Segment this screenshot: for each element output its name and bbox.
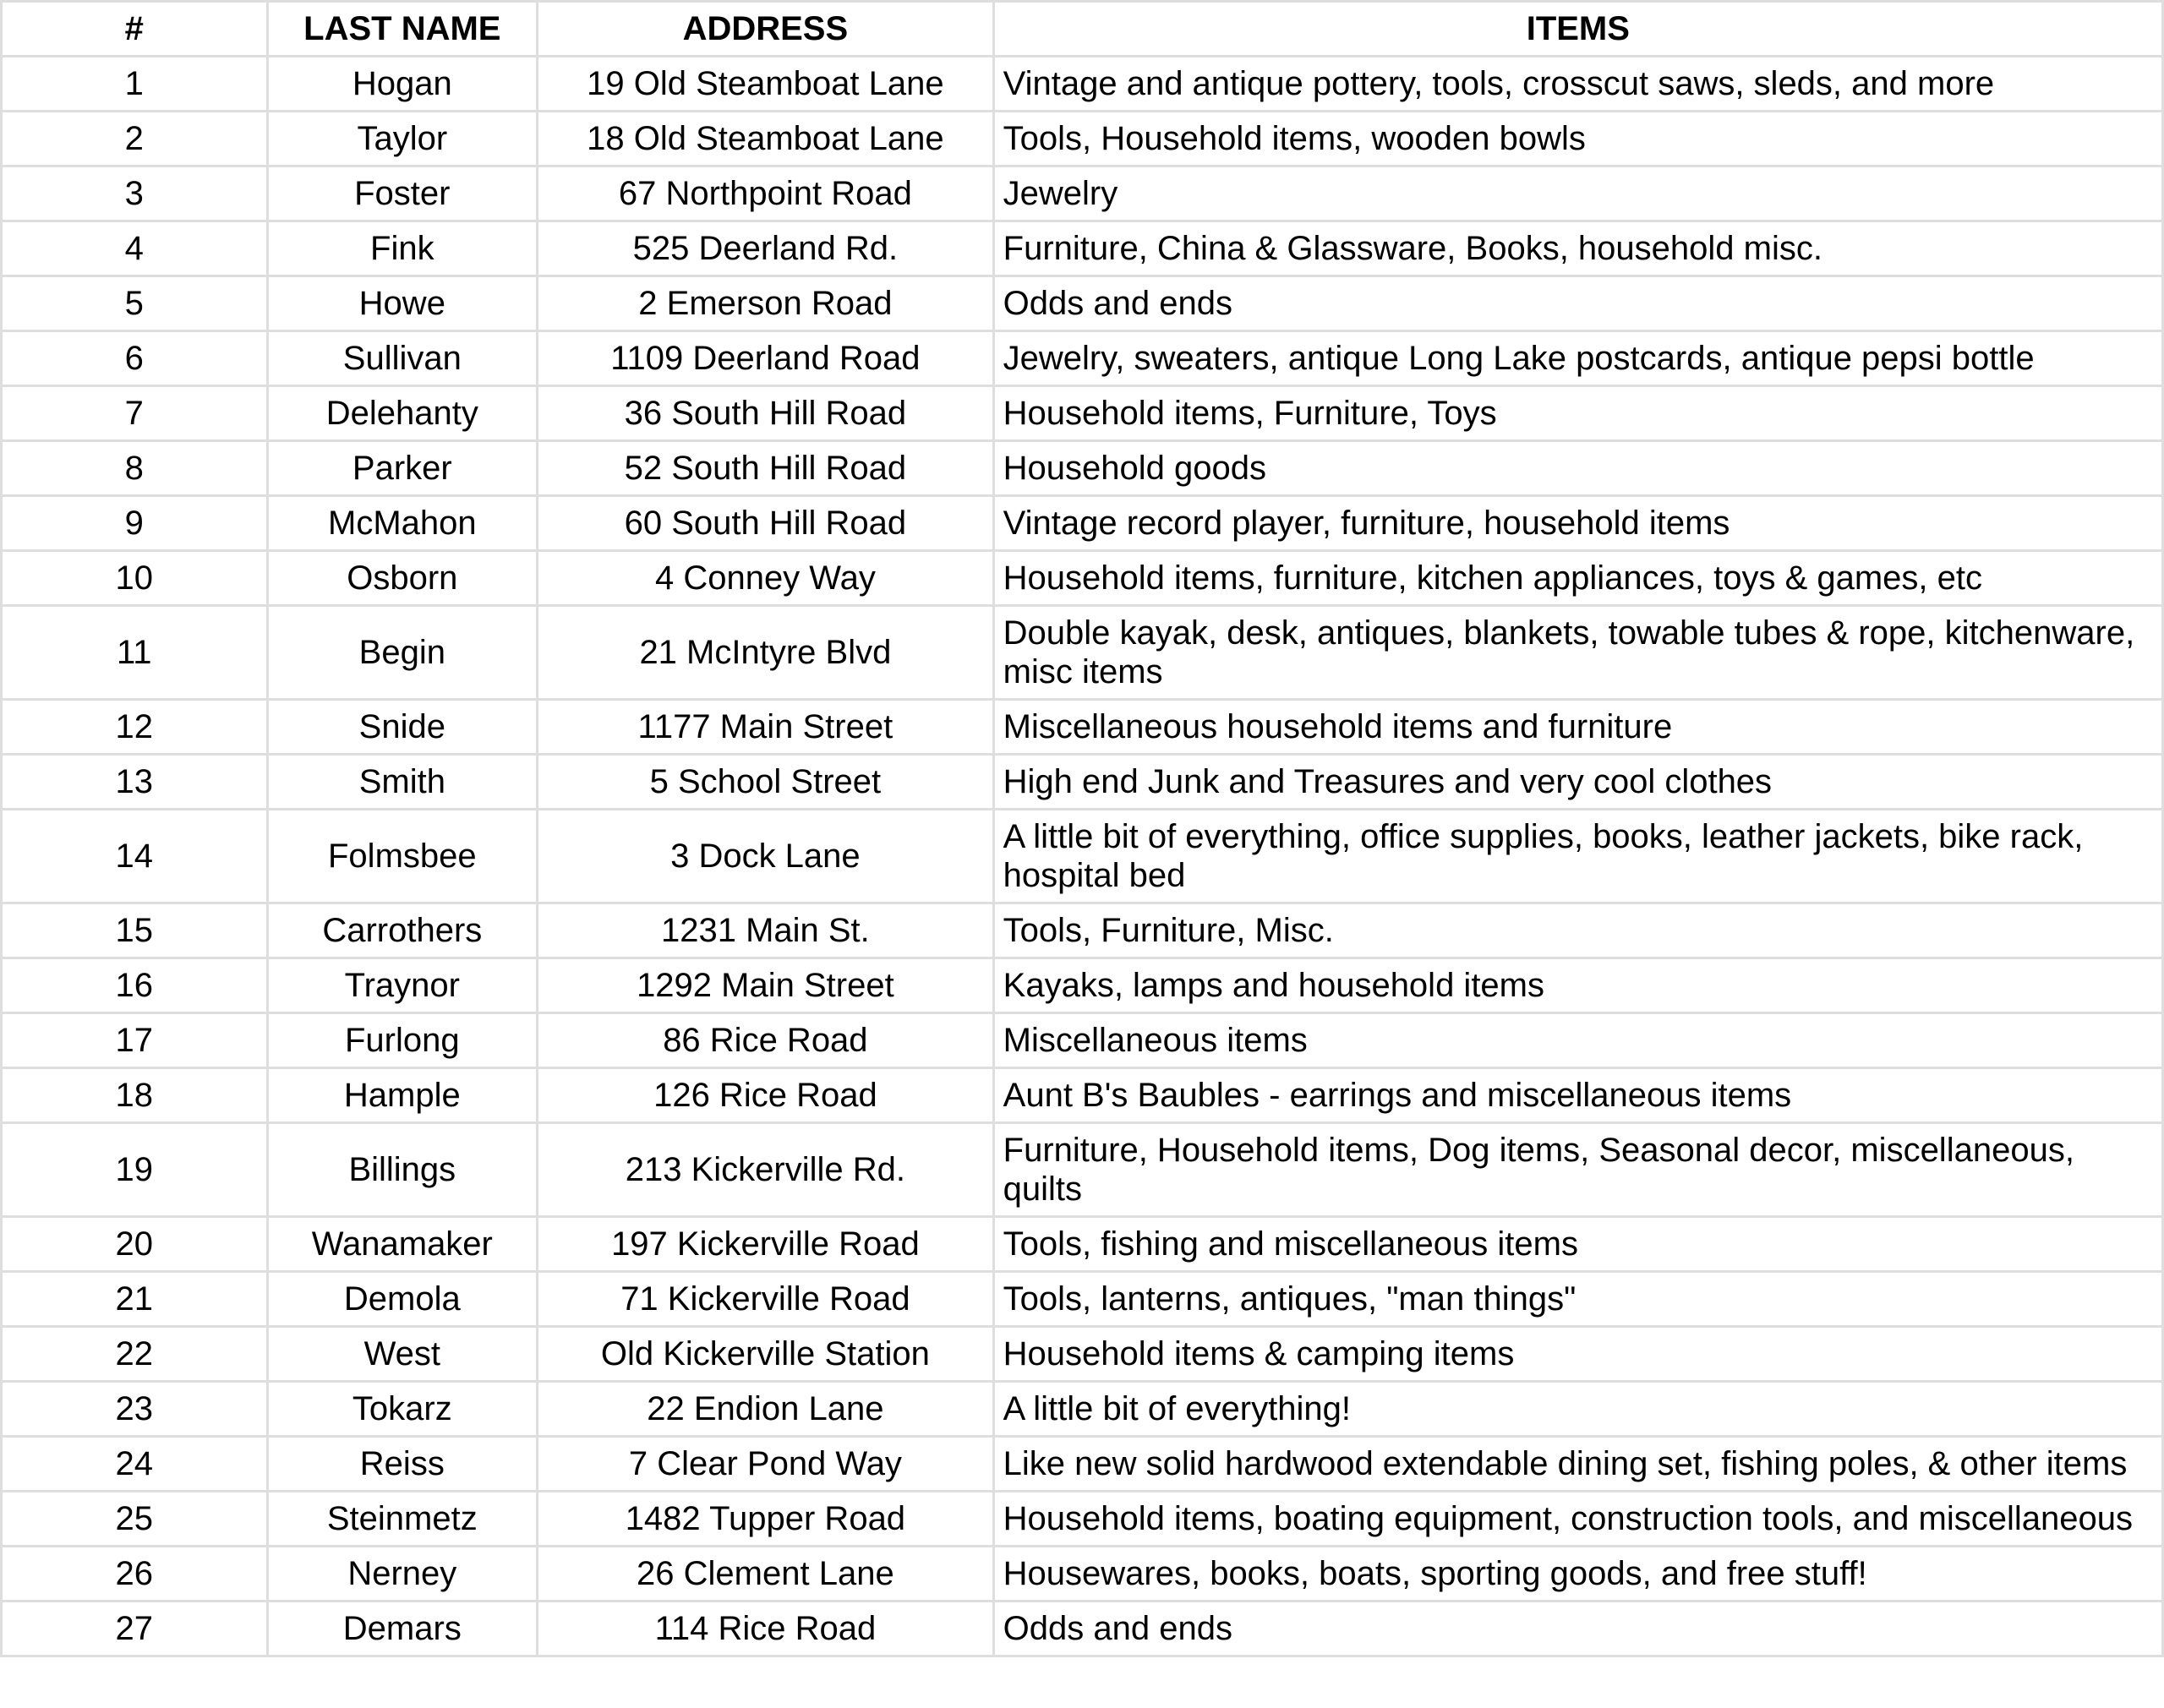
cell-address: 36 South Hill Road bbox=[538, 386, 994, 441]
cell-items: Miscellaneous household items and furniture bbox=[993, 700, 2162, 755]
cell-number: 8 bbox=[2, 441, 268, 496]
table-row bbox=[2, 1492, 2163, 1547]
table-row bbox=[2, 810, 2163, 903]
cell-number: 2 bbox=[2, 112, 268, 166]
cell-number: 26 bbox=[2, 1547, 268, 1602]
table-row bbox=[2, 441, 2163, 496]
cell-items: Tools, lanterns, antiques, "man things" bbox=[993, 1272, 2162, 1327]
cell-address: 4 Conney Way bbox=[538, 551, 994, 606]
cell-address: 525 Deerland Rd. bbox=[538, 221, 994, 276]
cell-items: Like new solid hardwood extendable dining set, fishing poles, & other items bbox=[993, 1437, 2162, 1492]
cell-items: Odds and ends bbox=[993, 1602, 2162, 1656]
cell-last-name: Billings bbox=[267, 1123, 538, 1217]
cell-last-name: McMahon bbox=[267, 496, 538, 551]
cell-number: 7 bbox=[2, 386, 268, 441]
cell-number: 3 bbox=[2, 166, 268, 221]
cell-address: 71 Kickerville Road bbox=[538, 1272, 994, 1327]
header-items: ITEMS bbox=[993, 2, 2162, 57]
cell-items: Vintage and antique pottery, tools, crosscut saws, sleds, and more bbox=[993, 57, 2162, 112]
cell-items: Housewares, books, boats, sporting goods, and free stuff! bbox=[993, 1547, 2162, 1602]
cell-last-name: Delehanty bbox=[267, 386, 538, 441]
table-row bbox=[2, 1382, 2163, 1437]
cell-number: 17 bbox=[2, 1013, 268, 1068]
cell-last-name: Carrothers bbox=[267, 903, 538, 958]
cell-last-name: Snide bbox=[267, 700, 538, 755]
cell-address: 21 McIntyre Blvd bbox=[538, 606, 994, 700]
cell-last-name: Hample bbox=[267, 1068, 538, 1123]
header-last-name: LAST NAME bbox=[267, 2, 538, 57]
cell-address: 1109 Deerland Road bbox=[538, 331, 994, 386]
cell-last-name: Begin bbox=[267, 606, 538, 700]
cell-number: 11 bbox=[2, 606, 268, 700]
table-row bbox=[2, 1272, 2163, 1327]
cell-number: 23 bbox=[2, 1382, 268, 1437]
cell-address: 1177 Main Street bbox=[538, 700, 994, 755]
cell-last-name: Steinmetz bbox=[267, 1492, 538, 1547]
cell-last-name: Traynor bbox=[267, 958, 538, 1013]
table-row bbox=[2, 700, 2163, 755]
cell-items: Double kayak, desk, antiques, blankets, towable tubes & rope, kitchenware, misc items bbox=[993, 606, 2162, 700]
cell-address: 7 Clear Pond Way bbox=[538, 1437, 994, 1492]
cell-last-name: Demola bbox=[267, 1272, 538, 1327]
cell-items: Tools, Furniture, Misc. bbox=[993, 903, 2162, 958]
table-row bbox=[2, 386, 2163, 441]
cell-items: Household items, furniture, kitchen appliances, toys & games, etc bbox=[993, 551, 2162, 606]
table-row bbox=[2, 958, 2163, 1013]
cell-last-name: West bbox=[267, 1327, 538, 1382]
table-row bbox=[2, 1123, 2163, 1217]
table-row bbox=[2, 166, 2163, 221]
table-row bbox=[2, 276, 2163, 331]
cell-address: Old Kickerville Station bbox=[538, 1327, 994, 1382]
cell-items: Household items, boating equipment, construction tools, and miscellaneous bbox=[993, 1492, 2162, 1547]
cell-items: Jewelry bbox=[993, 166, 2162, 221]
table-row bbox=[2, 551, 2163, 606]
cell-number: 19 bbox=[2, 1123, 268, 1217]
cell-address: 5 School Street bbox=[538, 755, 994, 810]
cell-last-name: Nerney bbox=[267, 1547, 538, 1602]
cell-number: 10 bbox=[2, 551, 268, 606]
cell-last-name: Reiss bbox=[267, 1437, 538, 1492]
cell-address: 1231 Main St. bbox=[538, 903, 994, 958]
cell-number: 9 bbox=[2, 496, 268, 551]
table-row bbox=[2, 1547, 2163, 1602]
cell-last-name: Folmsbee bbox=[267, 810, 538, 903]
cell-address: 126 Rice Road bbox=[538, 1068, 994, 1123]
table-header bbox=[2, 2, 2163, 57]
cell-last-name: Furlong bbox=[267, 1013, 538, 1068]
cell-address: 213 Kickerville Rd. bbox=[538, 1123, 994, 1217]
cell-items: Aunt B's Baubles - earrings and miscellaneous items bbox=[993, 1068, 2162, 1123]
cell-number: 27 bbox=[2, 1602, 268, 1656]
cell-address: 52 South Hill Road bbox=[538, 441, 994, 496]
cell-items: Kayaks, lamps and household items bbox=[993, 958, 2162, 1013]
cell-last-name: Taylor bbox=[267, 112, 538, 166]
cell-number: 15 bbox=[2, 903, 268, 958]
table-row bbox=[2, 1327, 2163, 1382]
cell-address: 19 Old Steamboat Lane bbox=[538, 57, 994, 112]
cell-number: 6 bbox=[2, 331, 268, 386]
cell-address: 18 Old Steamboat Lane bbox=[538, 112, 994, 166]
table-row bbox=[2, 221, 2163, 276]
table-row bbox=[2, 755, 2163, 810]
header-row bbox=[2, 2, 2163, 57]
cell-last-name: Parker bbox=[267, 441, 538, 496]
table-row bbox=[2, 57, 2163, 112]
cell-items: Jewelry, sweaters, antique Long Lake postcards, antique pepsi bottle bbox=[993, 331, 2162, 386]
cell-number: 12 bbox=[2, 700, 268, 755]
table-row bbox=[2, 903, 2163, 958]
cell-address: 3 Dock Lane bbox=[538, 810, 994, 903]
cell-last-name: Osborn bbox=[267, 551, 538, 606]
cell-number: 21 bbox=[2, 1272, 268, 1327]
cell-last-name: Demars bbox=[267, 1602, 538, 1656]
cell-address: 22 Endion Lane bbox=[538, 1382, 994, 1437]
cell-items: Household goods bbox=[993, 441, 2162, 496]
cell-last-name: Howe bbox=[267, 276, 538, 331]
cell-items: Furniture, China & Glassware, Books, household misc. bbox=[993, 221, 2162, 276]
cell-number: 4 bbox=[2, 221, 268, 276]
cell-items: Miscellaneous items bbox=[993, 1013, 2162, 1068]
cell-address: 1482 Tupper Road bbox=[538, 1492, 994, 1547]
cell-items: Furniture, Household items, Dog items, Seasonal decor, miscellaneous, quilts bbox=[993, 1123, 2162, 1217]
cell-number: 18 bbox=[2, 1068, 268, 1123]
cell-address: 1292 Main Street bbox=[538, 958, 994, 1013]
cell-last-name: Fink bbox=[267, 221, 538, 276]
cell-number: 22 bbox=[2, 1327, 268, 1382]
cell-items: Odds and ends bbox=[993, 276, 2162, 331]
cell-last-name: Sullivan bbox=[267, 331, 538, 386]
cell-last-name: Foster bbox=[267, 166, 538, 221]
cell-address: 60 South Hill Road bbox=[538, 496, 994, 551]
cell-items: A little bit of everything, office supplies, books, leather jackets, bike rack, hospital bed bbox=[993, 810, 2162, 903]
cell-last-name: Hogan bbox=[267, 57, 538, 112]
header-number: # bbox=[2, 2, 268, 57]
cell-last-name: Smith bbox=[267, 755, 538, 810]
cell-number: 13 bbox=[2, 755, 268, 810]
cell-number: 14 bbox=[2, 810, 268, 903]
cell-number: 25 bbox=[2, 1492, 268, 1547]
cell-number: 16 bbox=[2, 958, 268, 1013]
cell-last-name: Tokarz bbox=[267, 1382, 538, 1437]
table-row bbox=[2, 1217, 2163, 1272]
cell-address: 197 Kickerville Road bbox=[538, 1217, 994, 1272]
cell-items: High end Junk and Treasures and very cool clothes bbox=[993, 755, 2162, 810]
cell-address: 86 Rice Road bbox=[538, 1013, 994, 1068]
cell-items: Tools, fishing and miscellaneous items bbox=[993, 1217, 2162, 1272]
table-row bbox=[2, 1437, 2163, 1492]
table-body bbox=[2, 57, 2163, 1656]
cell-items: Household items, Furniture, Toys bbox=[993, 386, 2162, 441]
cell-address: 2 Emerson Road bbox=[538, 276, 994, 331]
cell-number: 24 bbox=[2, 1437, 268, 1492]
cell-number: 1 bbox=[2, 57, 268, 112]
header-address: ADDRESS bbox=[538, 2, 994, 57]
cell-items: A little bit of everything! bbox=[993, 1382, 2162, 1437]
table-row bbox=[2, 496, 2163, 551]
table-row bbox=[2, 331, 2163, 386]
cell-number: 20 bbox=[2, 1217, 268, 1272]
cell-address: 114 Rice Road bbox=[538, 1602, 994, 1656]
cell-number: 5 bbox=[2, 276, 268, 331]
table-row bbox=[2, 1602, 2163, 1656]
cell-items: Tools, Household items, wooden bowls bbox=[993, 112, 2162, 166]
table-row bbox=[2, 1068, 2163, 1123]
table-row bbox=[2, 112, 2163, 166]
cell-items: Vintage record player, furniture, household items bbox=[993, 496, 2162, 551]
cell-address: 26 Clement Lane bbox=[538, 1547, 994, 1602]
table-row bbox=[2, 606, 2163, 700]
cell-address: 67 Northpoint Road bbox=[538, 166, 994, 221]
table-row bbox=[2, 1013, 2163, 1068]
cell-last-name: Wanamaker bbox=[267, 1217, 538, 1272]
cell-items: Household items & camping items bbox=[993, 1327, 2162, 1382]
